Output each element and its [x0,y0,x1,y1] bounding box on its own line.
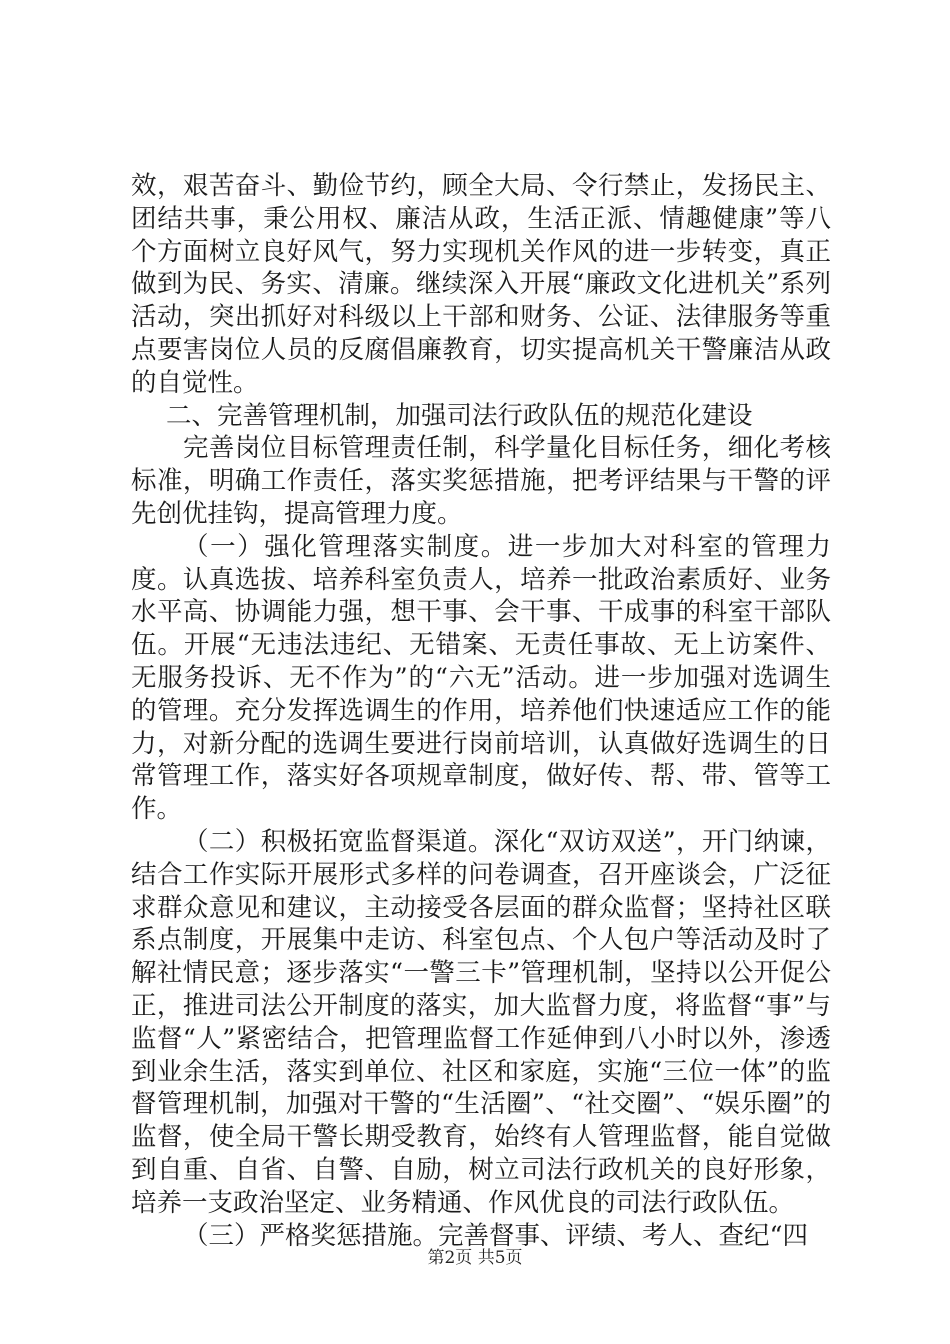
document-body [131,170,831,1252]
paragraph-item-2: （二）积极拓宽监督渠道。深化“双访双送”，开门纳谏，结合工作实际开展形式多样的问卷调查，召开座谈会，广泛征求群众意见和建议，主动接受各层面的群众监督；坚持社区联系点制度，开展集中走访、科室包点、个人包户等活动及时了解社情民意；逐步落实“一警三卡”管理机制，坚持以公开促公正，推进司法公开制度的落实，加大监督力度，将监督“事”与监督“人”紧密结合，把管理监督工作延伸到八小时以外，渗透到业余生活，落实到单位、社区和家庭，实施“三位一体”的监督管理机制，加强对干警的“生活圈”、“社交圈”、“娱乐圈”的监督，使全局干警长期受教育，始终有人管理监督，能自觉做到自重、自省、自警、自励，树立司法行政机关的良好形象，培养一支政治坚定、业务精通、作风优良的司法行政队伍。 [131,826,831,1218]
paragraph-item-1: （一）强化管理落实制度。进一步加大对科室的管理力度。认真选拔、培养科室负责人，培养一批政治素质好、业务水平高、协调能力强，想干事、会干事、干成事的科室干部队伍。开展“无违法违纪、无错案、无责任事故、无上访案件、无服务投诉、无不作为”的“六无”活动。进一步加强对选调生的管理。充分发挥选调生的作用，培养他们快速适应工作的能力，对新分配的选调生要进行岗前培训，认真做好选调生的日常管理工作，落实好各项规章制度，做好传、帮、带、管等工作。 [131,531,831,825]
paragraph-continuation: 效，艰苦奋斗、勤俭节约，顾全大局、令行禁止，发扬民主、团结共事，秉公用权、廉洁从政，生活正派、情趣健康”等八个方面树立良好风气，努力实现机关作风的进一步转变，真正做到为民、务实、清廉。继续深入开展“廉政文化进机关”系列活动，突出抓好对科级以上干部和财务、公证、法律服务等重点要害岗位人员的反腐倡廉教育，切实提高机关干警廉洁从政的自觉性。 [131,171,831,398]
section-heading: 二、完善管理机制，加强司法行政队伍的规范化建设 [166,400,753,431]
paragraph-item-3: （三）严格奖惩措施。完善督事、评绩、考人、查纪“四 [183,1220,809,1251]
paragraph-intro: 完善岗位目标管理责任制，科学量化目标任务，细化考核标准，明确工作责任，落实奖惩措施，把考评结果与干警的评先创优挂钩，提高管理力度。 [131,433,831,529]
page-number-footer: 第2页 共5页 [427,1248,523,1268]
